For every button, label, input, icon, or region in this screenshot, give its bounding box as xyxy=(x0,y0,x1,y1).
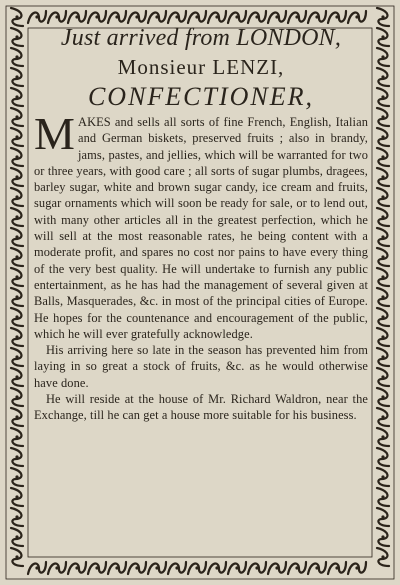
border-ornament xyxy=(11,168,23,186)
border-ornament xyxy=(88,562,106,574)
border-ornament xyxy=(377,148,389,166)
border-ornament xyxy=(188,562,206,574)
border-ornament xyxy=(348,562,366,574)
border-ornament xyxy=(11,368,23,386)
border-ornament xyxy=(28,562,46,574)
paragraph-2: His arriving here so late in the season has prevented him from laying in so great a stock of fruits, &c. as he would otherwise have done. xyxy=(34,343,368,390)
border-ornament xyxy=(148,11,166,23)
border-ornament xyxy=(328,11,346,23)
border-ornament xyxy=(377,228,389,246)
border-ornament xyxy=(68,11,86,23)
border-ornament xyxy=(11,8,23,26)
border-ornament xyxy=(11,408,23,426)
border-ornament xyxy=(11,448,23,466)
border-ornament xyxy=(377,8,389,26)
border-ornament xyxy=(11,288,23,306)
border-ornament xyxy=(377,428,389,446)
border-ornament xyxy=(377,368,389,386)
border-ornament xyxy=(128,562,146,574)
border-ornament xyxy=(308,11,326,23)
border-ornament xyxy=(377,288,389,306)
border-ornament xyxy=(377,68,389,86)
advertisement-content xyxy=(34,24,368,554)
border-ornament xyxy=(248,562,266,574)
confectioner-title: CONFECTIONER, xyxy=(87,82,315,111)
arrival-heading xyxy=(34,24,368,52)
border-ornament xyxy=(11,208,23,226)
border-ornament xyxy=(377,128,389,146)
border-ornament xyxy=(377,248,389,266)
border-ornament xyxy=(188,11,206,23)
border-ornament xyxy=(11,68,23,86)
border-ornament xyxy=(228,562,246,574)
border-ornament xyxy=(11,228,23,246)
border-ornament xyxy=(377,168,389,186)
border-ornament xyxy=(108,11,126,23)
border-ornament xyxy=(377,188,389,206)
border-ornament xyxy=(11,148,23,166)
border-ornament xyxy=(11,248,23,266)
border-ornament xyxy=(377,308,389,326)
border-ornament xyxy=(11,48,23,66)
border-ornament xyxy=(377,528,389,546)
border-ornament xyxy=(377,348,389,366)
border-ornament xyxy=(377,548,389,566)
border-ornament xyxy=(377,488,389,506)
border-ornament xyxy=(108,562,126,574)
border-ornament xyxy=(348,11,366,23)
border-ornament xyxy=(228,11,246,23)
paragraph-1-text: AKES and sells all sorts of fine French, English, Italian and German biskets, preserved fruits ; also in brandy, jams, pastes, and jellies, which will be warranted for two or three years, with good care ; all sorts of sugar plumbs, dragees, barley sugar, white and brown sugar candy, ice cream and fruits, sugar ornaments which will soon be ready for sale, or to lend out, with many other articles all in the greatest perfection, which he will sell at the most reasonable rates, he being content with a moderate profit, and spares no cost nor pains to have every thing of the very best quality. He will undertake to furnish any public entertainment, as he has had the management of several given at Balls, Masquerades, &c. in most of the principal cities of Europe. He hopes for the countenance and encouragement of the public, which he will ever gratefully acknowledge. xyxy=(34,115,368,341)
border-ornament xyxy=(128,11,146,23)
border-ornament xyxy=(377,388,389,406)
border-ornament xyxy=(11,488,23,506)
drop-cap-letter: M xyxy=(34,108,76,159)
border-ornament xyxy=(268,562,286,574)
border-ornament xyxy=(168,11,186,23)
border-ornament xyxy=(308,562,326,574)
border-ornament xyxy=(11,468,23,486)
border-ornament xyxy=(48,562,66,574)
border-ornament xyxy=(377,208,389,226)
border-ornament xyxy=(11,88,23,106)
border-ornament xyxy=(168,562,186,574)
border-ornament xyxy=(11,328,23,346)
border-ornament xyxy=(68,562,86,574)
border-ornament xyxy=(11,388,23,406)
border-ornament xyxy=(377,268,389,286)
paragraph-1 xyxy=(34,108,368,342)
border-ornament xyxy=(11,188,23,206)
border-ornament xyxy=(248,11,266,23)
border-ornament xyxy=(208,562,226,574)
border-ornament xyxy=(377,108,389,126)
paragraph-3: He will reside at the house of Mr. Richard Waldron, near the Exchange, till he can get a house more suitable for his business. xyxy=(34,392,368,423)
border-ornament xyxy=(11,108,23,126)
border-ornament xyxy=(11,28,23,46)
border-ornament xyxy=(328,562,346,574)
border-ornament xyxy=(377,508,389,526)
border-ornament xyxy=(11,128,23,146)
border-ornament xyxy=(11,308,23,326)
border-ornament xyxy=(48,11,66,23)
border-ornament xyxy=(377,28,389,46)
arrival-heading-prefix: Just arrived from xyxy=(60,25,231,51)
border-ornament xyxy=(11,548,23,566)
border-ornament xyxy=(268,11,286,23)
advertisement-body xyxy=(34,108,368,424)
border-ornament xyxy=(208,11,226,23)
arrival-heading-place: LONDON, xyxy=(236,25,342,51)
border-ornament xyxy=(377,408,389,426)
border-ornament xyxy=(88,11,106,23)
border-ornament xyxy=(288,11,306,23)
border-ornament xyxy=(11,528,23,546)
confectioner-name: Monsieur LENZI, xyxy=(117,55,285,79)
border-ornament xyxy=(11,348,23,366)
border-ornament xyxy=(11,428,23,446)
border-ornament xyxy=(377,448,389,466)
border-ornament xyxy=(377,48,389,66)
border-ornament xyxy=(28,11,46,23)
border-ornament xyxy=(288,562,306,574)
border-ornament xyxy=(11,508,23,526)
border-ornament xyxy=(377,88,389,106)
border-ornament xyxy=(377,468,389,486)
border-ornament xyxy=(148,562,166,574)
border-ornament xyxy=(377,328,389,346)
border-ornament xyxy=(11,268,23,286)
